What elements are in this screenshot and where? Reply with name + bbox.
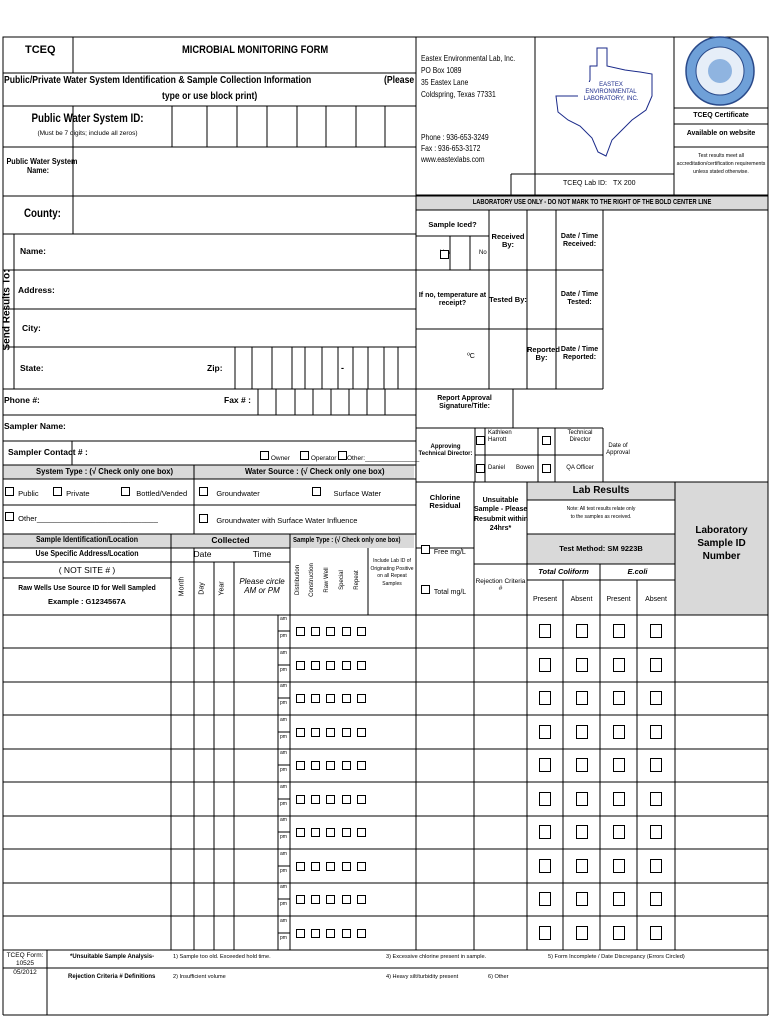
- td-checkbox[interactable]: [542, 436, 551, 445]
- pws-name-label: Public Water System Name:: [6, 157, 78, 175]
- other-system-option[interactable]: Other_____________________________: [5, 512, 158, 523]
- raw-well-checkbox[interactable]: [326, 728, 335, 737]
- groundwater-checkbox[interactable]: [199, 487, 208, 496]
- special-checkbox[interactable]: [342, 627, 351, 636]
- raw-well-checkbox[interactable]: [326, 795, 335, 804]
- please-label: (Please: [384, 74, 415, 86]
- ecoli-present-checkbox[interactable]: [613, 792, 625, 806]
- repeat-checkbox[interactable]: [357, 795, 366, 804]
- tni-seal-icon: [686, 37, 754, 105]
- tc-absent-checkbox[interactable]: [576, 859, 588, 873]
- form-number: TCEQ Form: 10525 05/2012: [6, 952, 44, 976]
- repeat-checkbox[interactable]: [357, 862, 366, 871]
- repeat-checkbox[interactable]: [357, 761, 366, 770]
- construction-checkbox[interactable]: [311, 627, 320, 636]
- system-id-heading: Public/Private Water System Identification & Sample Collection Information: [4, 74, 312, 86]
- total-coliform-header: Total Coliform: [538, 567, 589, 576]
- sample-iced-label: Sample Iced?: [428, 220, 477, 229]
- approving-td-label: Approving Technical Director:: [418, 444, 473, 457]
- special-checkbox[interactable]: [342, 761, 351, 770]
- pm-option[interactable]: pm: [280, 700, 287, 706]
- criteria-3: 3) Excessive chlorine present in sample.: [386, 954, 487, 960]
- pm-option[interactable]: pm: [280, 633, 287, 639]
- pm-option[interactable]: pm: [280, 868, 287, 874]
- chlorine-label: Chlorine Residual: [429, 493, 461, 511]
- repeat-checkbox[interactable]: [357, 895, 366, 904]
- bottled-checkbox[interactable]: [121, 487, 130, 496]
- pm-option[interactable]: pm: [280, 734, 287, 740]
- type-print-label: type or use block print): [162, 90, 258, 102]
- cert-subtitle: Available on website: [686, 130, 756, 137]
- date-header: Date: [193, 549, 212, 559]
- ecoli-present-checkbox[interactable]: [613, 725, 625, 739]
- repeat-checkbox[interactable]: [357, 661, 366, 670]
- sid-header-2: Use Specific Address/Location: [35, 549, 139, 558]
- include-lab-id-note: Include Lab ID of Originating Positive on all Repeat Samples: [370, 558, 414, 587]
- lab-use-banner: LABORATORY USE ONLY - DO NOT MARK TO THE RIGHT OF THE BOLD CENTER LINE: [472, 199, 712, 206]
- am-option[interactable]: am: [280, 851, 287, 857]
- criteria-1: 1) Sample too old. Exceeded hold time.: [173, 954, 271, 960]
- tested-by-label: Tested By:: [489, 295, 527, 304]
- state-label: State:: [20, 363, 44, 373]
- construction-checkbox[interactable]: [311, 728, 320, 737]
- fax-label: Fax # :: [224, 395, 251, 405]
- tc-present-header: Present: [532, 596, 558, 603]
- rejection-label: Rejection Criteria #: [475, 578, 526, 593]
- ecoli-absent-checkbox[interactable]: [650, 624, 662, 638]
- ecoli-absent-checkbox[interactable]: [650, 725, 662, 739]
- am-option[interactable]: am: [280, 717, 287, 723]
- ecoli-present-checkbox[interactable]: [613, 892, 625, 906]
- tc-absent-checkbox[interactable]: [576, 624, 588, 638]
- total-chlorine-checkbox[interactable]: [421, 585, 430, 594]
- ecoli-present-checkbox[interactable]: [613, 825, 625, 839]
- special-checkbox[interactable]: [342, 895, 351, 904]
- repeat-checkbox[interactable]: [357, 627, 366, 636]
- ecoli-absent-checkbox[interactable]: [650, 758, 662, 772]
- tc-present-checkbox[interactable]: [539, 624, 551, 638]
- unsuitable-label: Unsuitable Sample - Please Resubmit within 24hrs*: [474, 497, 529, 533]
- lab-id-value: TX 200: [613, 180, 636, 187]
- lab-results-header: Lab Results: [572, 485, 630, 496]
- td-label: Technical Director: [567, 430, 593, 443]
- table-row: [0, 649, 770, 683]
- pm-option[interactable]: pm: [280, 667, 287, 673]
- operator-checkbox[interactable]: [300, 451, 309, 460]
- qa-label: QA Officer: [566, 465, 594, 471]
- tceq-label: TCEQ: [25, 44, 56, 56]
- am-option[interactable]: am: [280, 683, 287, 689]
- ecoli-absent-checkbox[interactable]: [650, 825, 662, 839]
- name-label: Name:: [20, 246, 46, 256]
- cert-note: Test results meet all accreditation/certification requirements unless stated otherwise.: [676, 153, 766, 175]
- tc-absent-checkbox[interactable]: [576, 758, 588, 772]
- bottled-option[interactable]: Bottled/Vended: [121, 487, 187, 498]
- table-row: [0, 850, 770, 884]
- ecoli-present-checkbox[interactable]: [613, 658, 625, 672]
- special-checkbox[interactable]: [342, 694, 351, 703]
- date-approval-label: Date of Approval: [606, 443, 630, 456]
- collected-header: Collected: [211, 535, 250, 545]
- dt-reported-label: Date / Time Reported:: [560, 346, 599, 361]
- day-header: Day: [198, 582, 206, 595]
- tc-present-checkbox[interactable]: [539, 691, 551, 705]
- zip-dash: -: [341, 363, 344, 373]
- tc-absent-checkbox[interactable]: [576, 825, 588, 839]
- rejection-defs-label: Rejection Criteria # Definitions: [68, 974, 156, 980]
- unsuitable-analysis-label: *Unsuitable Sample Analysis-: [70, 954, 155, 960]
- pm-option[interactable]: pm: [280, 901, 287, 907]
- am-option[interactable]: am: [280, 884, 287, 890]
- address-label: Address:: [18, 285, 55, 295]
- ecoli-absent-checkbox[interactable]: [650, 691, 662, 705]
- am-option[interactable]: am: [280, 616, 287, 622]
- table-row: [0, 682, 770, 716]
- tc-absent-checkbox[interactable]: [576, 658, 588, 672]
- table-row: [0, 783, 770, 817]
- reported-by-label: Reported By:: [527, 345, 560, 363]
- raw-wells-label: Raw Wells Use Source ID for Well Sampled: [18, 583, 156, 592]
- table-row: [0, 615, 770, 649]
- const-header: Construction: [309, 563, 315, 597]
- table-row: [0, 816, 770, 850]
- ecoli-absent-checkbox[interactable]: [650, 792, 662, 806]
- iced-no: No: [479, 250, 487, 256]
- tc-absent-checkbox[interactable]: [576, 725, 588, 739]
- special-header: Special: [339, 570, 345, 590]
- criteria-5: 5) Form Incomplete / Date Discrepancy (Errors Circled): [548, 954, 685, 960]
- special-checkbox[interactable]: [342, 795, 351, 804]
- ecoli-present-checkbox[interactable]: [613, 758, 625, 772]
- tc-present-checkbox[interactable]: [539, 725, 551, 739]
- am-option[interactable]: am: [280, 784, 287, 790]
- send-results-label: Send Results To:: [1, 269, 13, 351]
- pm-option[interactable]: pm: [280, 834, 287, 840]
- construction-checkbox[interactable]: [311, 761, 320, 770]
- phone-label: Phone #:: [4, 395, 40, 405]
- free-chlorine-checkbox[interactable]: [421, 545, 430, 554]
- distribution-checkbox[interactable]: [296, 795, 305, 804]
- table-row: [0, 716, 770, 750]
- test-method: Test Method: SM 9223B: [559, 544, 643, 553]
- other-contact-checkbox[interactable]: [338, 451, 347, 460]
- repeat-header: Repeat: [354, 570, 360, 590]
- construction-checkbox[interactable]: [311, 661, 320, 670]
- kathleen-checkbox[interactable]: [476, 436, 485, 445]
- construction-checkbox[interactable]: [311, 828, 320, 837]
- ecoli-present-checkbox[interactable]: [613, 926, 625, 940]
- raw-well-checkbox[interactable]: [326, 828, 335, 837]
- raw-well-checkbox[interactable]: [326, 661, 335, 670]
- distribution-checkbox[interactable]: [296, 895, 305, 904]
- construction-checkbox[interactable]: [311, 895, 320, 904]
- pm-option[interactable]: pm: [280, 935, 287, 941]
- county-label: County:: [24, 208, 61, 220]
- other-contact-option[interactable]: Other:_______________: [338, 451, 419, 462]
- criteria-4: 4) Heavy silt/turbidity present: [386, 974, 459, 980]
- distribution-checkbox[interactable]: [296, 828, 305, 837]
- lab-contact: Phone : 936-653-3249 Fax : 936-653-3172 www.eastexlabs.com: [421, 133, 489, 165]
- ecoli-absent-checkbox[interactable]: [650, 892, 662, 906]
- private-option[interactable]: Private: [53, 487, 90, 498]
- iced-yes-box: [440, 250, 449, 259]
- criteria-2: 2) Insufficient volume: [173, 974, 226, 980]
- form-title: MICROBIAL MONITORING FORM: [182, 44, 329, 56]
- total-chlorine-option[interactable]: Total mg/L: [421, 585, 466, 597]
- repeat-checkbox[interactable]: [357, 828, 366, 837]
- owner-checkbox[interactable]: [260, 451, 269, 460]
- daniel-label: Daniel: [488, 465, 506, 471]
- surface-option[interactable]: Surface Water: [312, 487, 381, 498]
- table-row: [0, 883, 770, 917]
- kathleen-label: Kathleen Harrott: [488, 430, 512, 443]
- surface-checkbox[interactable]: [312, 487, 321, 496]
- sampler-contact-label: Sampler Contact # :: [8, 447, 88, 457]
- pws-id-label: Public Water System ID:: [31, 113, 144, 125]
- repeat-checkbox[interactable]: [357, 694, 366, 703]
- example-label: Example : G1234567A: [48, 597, 126, 606]
- free-chlorine-option[interactable]: Free mg/L: [421, 545, 466, 557]
- table-row: [0, 917, 770, 951]
- repeat-checkbox[interactable]: [357, 728, 366, 737]
- system-type-label: System Type : (√ Check only one box): [36, 466, 174, 476]
- ecoli-present-checkbox[interactable]: [613, 624, 625, 638]
- ecoli-present-checkbox[interactable]: [613, 859, 625, 873]
- ec-present-header: Present: [606, 596, 631, 603]
- water-source-label: Water Source : (√ Check only one box): [245, 466, 385, 476]
- raw-well-checkbox[interactable]: [326, 862, 335, 871]
- guidi-checkbox[interactable]: [199, 514, 208, 523]
- tc-present-checkbox[interactable]: [539, 926, 551, 940]
- received-by-label: Received By:: [491, 232, 525, 250]
- guidi-option[interactable]: Groundwater with Surface Water Influence: [199, 514, 357, 525]
- daniel-checkbox[interactable]: [476, 464, 485, 473]
- special-checkbox[interactable]: [342, 828, 351, 837]
- temp-label: If no, temperature at receipt?: [418, 292, 487, 307]
- special-checkbox[interactable]: [342, 862, 351, 871]
- sampler-name-label: Sampler Name:: [4, 421, 66, 431]
- distribution-checkbox[interactable]: [296, 694, 305, 703]
- zip-label: Zip:: [207, 363, 223, 373]
- special-checkbox[interactable]: [342, 728, 351, 737]
- year-header: Year: [218, 581, 226, 596]
- ecoli-header: E.coli: [627, 567, 648, 576]
- am-option[interactable]: am: [280, 817, 287, 823]
- raw-well-checkbox[interactable]: [326, 929, 335, 938]
- tc-present-checkbox[interactable]: [539, 792, 551, 806]
- construction-checkbox[interactable]: [311, 694, 320, 703]
- raw-well-checkbox[interactable]: [326, 694, 335, 703]
- tc-present-checkbox[interactable]: [539, 859, 551, 873]
- construction-checkbox[interactable]: [311, 795, 320, 804]
- distribution-checkbox[interactable]: [296, 661, 305, 670]
- tc-absent-checkbox[interactable]: [576, 691, 588, 705]
- bowen-label: Bowen: [516, 465, 535, 471]
- month-header: Month: [178, 576, 186, 597]
- dt-tested-label: Date / Time Tested:: [560, 291, 599, 306]
- time-header: Time: [252, 549, 272, 559]
- am-option[interactable]: am: [280, 750, 287, 756]
- am-option[interactable]: am: [280, 918, 287, 924]
- public-option[interactable]: Public: [5, 487, 39, 498]
- table-row: [0, 749, 770, 783]
- special-checkbox[interactable]: [342, 661, 351, 670]
- lab-address: Eastex Environmental Lab, Inc. PO Box 1089 35 Eastex Lane Coldspring, Texas 77331: [421, 54, 516, 99]
- dist-header: Distribution: [295, 565, 301, 596]
- ecoli-absent-checkbox[interactable]: [650, 658, 662, 672]
- ecoli-absent-checkbox[interactable]: [650, 926, 662, 940]
- special-checkbox[interactable]: [342, 929, 351, 938]
- construction-checkbox[interactable]: [311, 929, 320, 938]
- tc-absent-checkbox[interactable]: [576, 926, 588, 940]
- results-note: Note: All test results relate only to the samples as received.: [566, 506, 636, 520]
- private-checkbox[interactable]: [53, 487, 62, 496]
- sample-type-header: Sample Type : (√ Check only one box): [293, 535, 401, 544]
- deg-label: ºC: [467, 353, 475, 360]
- raw-well-checkbox[interactable]: [326, 761, 335, 770]
- construction-checkbox[interactable]: [311, 862, 320, 871]
- dt-received-label: Date / Time Received:: [560, 233, 599, 248]
- distribution-checkbox[interactable]: [296, 761, 305, 770]
- ec-absent-header: Absent: [645, 596, 667, 603]
- pws-id-note: (Must be 7 digits; include all zeros): [37, 130, 138, 137]
- tc-present-checkbox[interactable]: [539, 758, 551, 772]
- cert-title: TCEQ Certificate: [693, 112, 749, 119]
- tc-present-checkbox[interactable]: [539, 658, 551, 672]
- distribution-checkbox[interactable]: [296, 627, 305, 636]
- pm-option[interactable]: pm: [280, 801, 287, 807]
- circle-header: Please circle AM or PM: [239, 577, 285, 595]
- tc-absent-header: Absent: [570, 596, 593, 603]
- lab-logo-text: EASTEX ENVIRONMENTAL LABORATORY, INC.: [578, 82, 644, 104]
- city-label: City:: [22, 323, 41, 333]
- raw-header: Raw Well: [324, 567, 330, 593]
- tc-present-checkbox[interactable]: [539, 825, 551, 839]
- other-system-checkbox[interactable]: [5, 512, 14, 521]
- qa-checkbox[interactable]: [542, 464, 551, 473]
- distribution-checkbox[interactable]: [296, 862, 305, 871]
- criteria-6: 6) Other: [488, 974, 509, 980]
- pm-option[interactable]: pm: [280, 767, 287, 773]
- report-approval-label: Report Approval Signature/Title:: [437, 395, 492, 410]
- sid-header: Sample Identification/Location: [35, 535, 139, 544]
- ecoli-absent-checkbox[interactable]: [650, 859, 662, 873]
- am-option[interactable]: am: [280, 650, 287, 656]
- tc-present-checkbox[interactable]: [539, 892, 551, 906]
- distribution-checkbox[interactable]: [296, 929, 305, 938]
- distribution-checkbox[interactable]: [296, 728, 305, 737]
- lab-id-label: TCEQ Lab ID:: [563, 180, 607, 187]
- tc-absent-checkbox[interactable]: [576, 892, 588, 906]
- owner-option[interactable]: Owner: [260, 451, 290, 462]
- raw-well-checkbox[interactable]: [326, 895, 335, 904]
- lab-sample-id-header: Laboratory Sample ID Number: [695, 525, 748, 562]
- ecoli-present-checkbox[interactable]: [613, 691, 625, 705]
- public-checkbox[interactable]: [5, 487, 14, 496]
- not-site-label: ( NOT SITE # ): [58, 565, 116, 575]
- tc-absent-checkbox[interactable]: [576, 792, 588, 806]
- repeat-checkbox[interactable]: [357, 929, 366, 938]
- groundwater-option[interactable]: Groundwater: [199, 487, 260, 498]
- operator-option[interactable]: Operator: [300, 451, 336, 462]
- raw-well-checkbox[interactable]: [326, 627, 335, 636]
